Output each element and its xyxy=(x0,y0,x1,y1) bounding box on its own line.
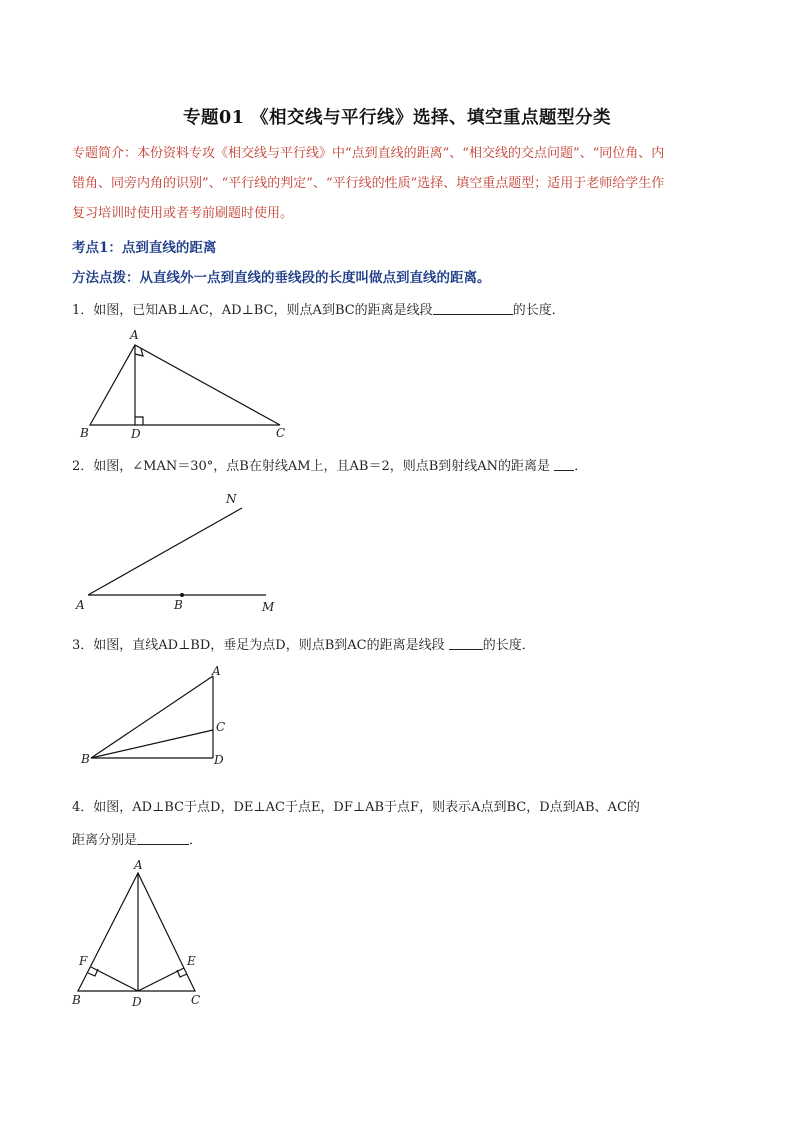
label-b: B xyxy=(174,598,183,612)
perpendicular-df xyxy=(91,967,138,991)
label-c: C xyxy=(216,720,226,734)
intro-line-3: 复习培训时使用或者考前刷题时使用。 xyxy=(72,206,294,221)
method-tip: 方法点拨：从直线外一点到直线的垂线段的长度叫做点到直线的距离。 xyxy=(72,270,491,286)
answer-blank-3[interactable] xyxy=(449,636,483,650)
question-3 xyxy=(72,634,535,653)
figure-4-triangle xyxy=(65,855,215,1010)
label-f: F xyxy=(79,954,88,968)
answer-blank-2[interactable] xyxy=(554,457,574,471)
document-title: 专题01 《相交线与平行线》选择、填空重点题型分类 xyxy=(183,108,611,128)
question-2 xyxy=(72,455,587,474)
answer-blank-1[interactable] xyxy=(433,301,513,315)
question-3-text: 3．如图，直线AD⊥BD，垂足为点D，则点B到AC的距离是线段 xyxy=(72,638,445,653)
label-a: A xyxy=(76,598,85,612)
point-b xyxy=(180,593,184,597)
question-4-text: 距离分别是 xyxy=(72,833,138,848)
intro-line-2: 错角、同旁内角的识别”、“平行线的判定”、“平行线的性质”选择、填空重点题型；适用于老师给学生作 xyxy=(72,176,665,191)
question-1 xyxy=(72,299,565,318)
figure-2-angle xyxy=(70,488,290,618)
question-2-text: 2．如图，∠MAN＝30°，点B在射线AM上，且AB＝2，则点B到射线AN的距离是 xyxy=(72,459,551,474)
label-a: A xyxy=(130,328,139,342)
label-a: A xyxy=(134,858,143,872)
question-3-suffix: 的长度． xyxy=(482,638,535,653)
triangle-abc xyxy=(90,345,280,425)
question-1-suffix: 的长度． xyxy=(512,303,565,318)
label-d: D xyxy=(131,427,141,441)
label-b: B xyxy=(72,993,81,1007)
question-4-line-1: 4．如图，AD⊥BC于点D，DE⊥AC于点E，DF⊥AB于点F，则表示A点到BC，D点到AB、AC的 xyxy=(72,800,640,815)
label-d: D xyxy=(132,995,142,1009)
question-2-suffix: ． xyxy=(574,459,588,474)
label-b: B xyxy=(81,752,90,766)
question-4-line-2 xyxy=(72,829,202,848)
answer-blank-4[interactable] xyxy=(137,831,189,845)
label-c: C xyxy=(191,993,201,1007)
kaodian-heading: 考点1：点到直线的距离 xyxy=(72,240,217,256)
figure-3-triangle xyxy=(75,660,245,775)
question-4-suffix: ． xyxy=(189,833,203,848)
segment-ba xyxy=(91,676,213,758)
label-c: C xyxy=(276,426,286,440)
label-d: D xyxy=(214,753,224,767)
segment-bc xyxy=(91,730,213,758)
right-angle-mark-a xyxy=(135,349,143,356)
label-m: M xyxy=(262,600,275,614)
ray-an xyxy=(88,508,242,595)
figure-1-triangle xyxy=(70,325,310,445)
label-a: A xyxy=(212,664,221,678)
label-n: N xyxy=(226,492,237,506)
label-e: E xyxy=(187,954,196,968)
right-angle-mark-d xyxy=(135,417,143,425)
label-b: B xyxy=(80,426,89,440)
topic-intro xyxy=(72,139,722,229)
question-1-text: 1．如图，已知AB⊥AC，AD⊥BC，则点A到BC的距离是线段 xyxy=(72,303,433,318)
intro-line-1: 专题简介：本份资料专攻《相交线与平行线》中“点到直线的距离”、“相交线的交点问题”、“同位角、内 xyxy=(72,146,665,161)
